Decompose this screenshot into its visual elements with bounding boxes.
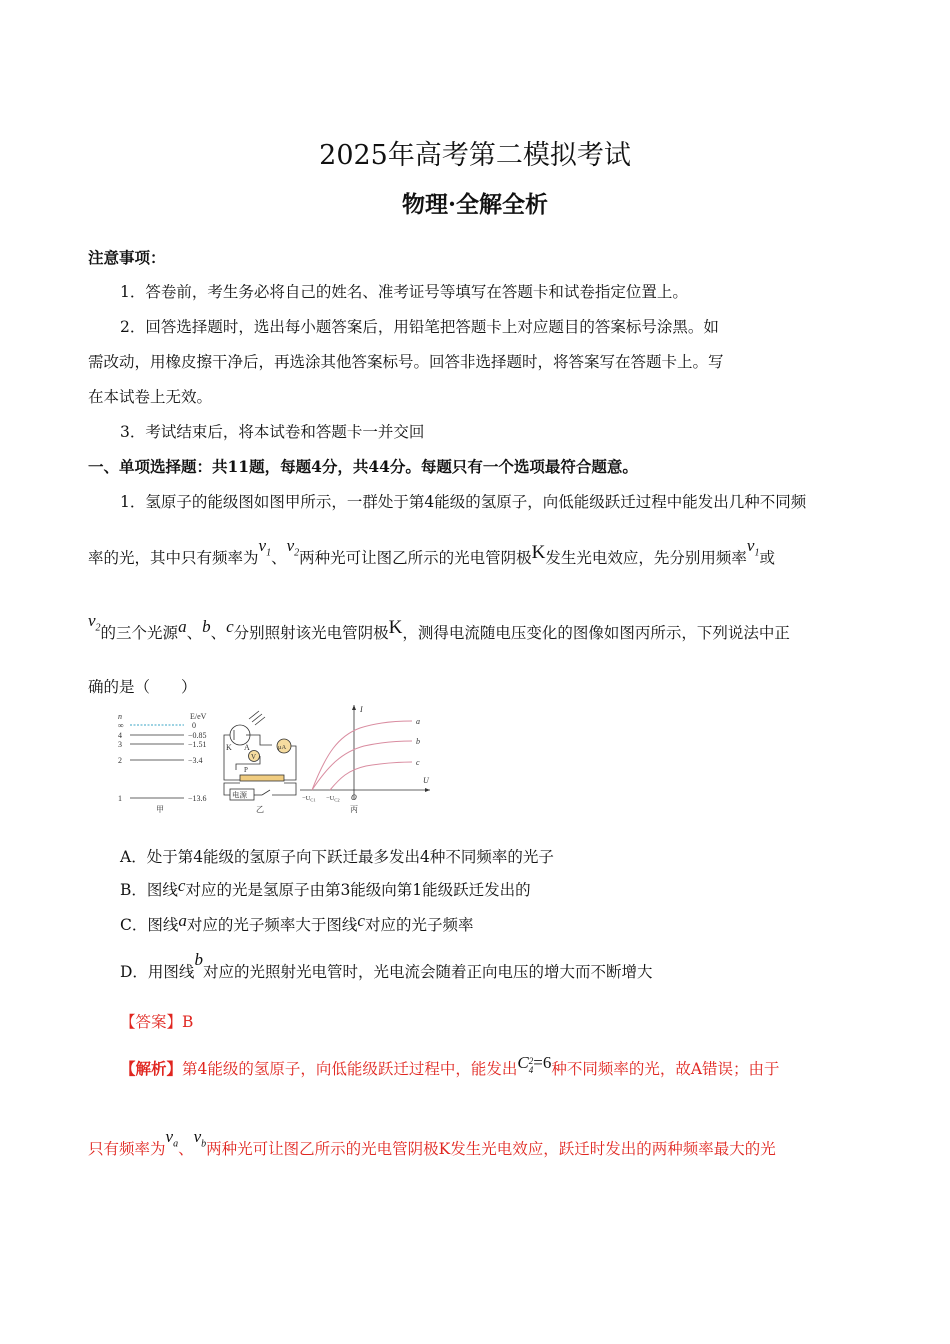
- jia-e-label: E/eV: [190, 712, 207, 721]
- level-inf-n: ∞: [118, 721, 124, 730]
- microammeter-label: μA: [278, 744, 287, 751]
- curve-c: [330, 762, 412, 790]
- notice-item-2: 2．回答选择题时，选出每小题答案后，用铅笔把答题卡上对应题目的答案标号涂黑。如: [120, 318, 719, 336]
- nu-2-alt: $v_2$: [88, 611, 101, 634]
- level-1-e: −13.6: [188, 794, 207, 803]
- voltmeter-label: V: [251, 753, 257, 761]
- curve-a-label: a: [416, 717, 420, 726]
- yi-k-label: K: [226, 743, 232, 752]
- level-2-e: −3.4: [188, 756, 203, 765]
- current-voltage-graph: [300, 705, 430, 814]
- level-3-e: −1.51: [188, 740, 207, 749]
- level-1-n: 1: [118, 794, 122, 803]
- photoelectric-circuit: [224, 711, 296, 814]
- analysis-line-2: 只有频率为$v_a$、$v_b$两种光可让图乙所示的光电管阴极K发生光电效应，跃迁时发出的两种频率最大的光: [88, 1127, 776, 1158]
- curve-b-label: b: [416, 737, 420, 746]
- uc1-label: $-U_{C1}$: [302, 795, 316, 803]
- level-3-n: 3: [118, 740, 122, 749]
- nu-1: $v_1$: [258, 536, 272, 559]
- nu-1-alt: $v_1$: [746, 536, 760, 559]
- i-label: I: [360, 705, 363, 714]
- energy-level-diagram: [118, 712, 207, 814]
- question-1-figure: [112, 700, 442, 818]
- notice-heading: 注意事项：: [88, 248, 166, 267]
- level-inf-e: 0: [192, 721, 196, 730]
- curve-a: [312, 721, 412, 790]
- yi-caption: 乙: [256, 805, 264, 814]
- notice-item-3: 3．考试结束后，将本试卷和答题卡一并交回: [120, 423, 425, 441]
- option-c: C．图线a对应的光子频率大于图线c对应的光子频率: [120, 911, 474, 934]
- power-source-label: 电源: [232, 790, 247, 800]
- combination-formula: C 2 4 =6: [517, 1053, 552, 1076]
- question-1-line-3: $v_2$的三个光源a、b、c分别照射该光电管阴极K，测得电流随电压变化的图像如图丙所示，下列说法中正: [88, 611, 790, 642]
- option-a: A．处于第4能级的氢原子向下跃迁最多发出4种不同频率的光子: [120, 848, 554, 866]
- notice-item-2-end: 在本试卷上无效。: [88, 388, 213, 406]
- section-heading: 一、单项选择题：共11题，每题4分，共44分。每题只有一个选项最符合题意。: [88, 457, 638, 476]
- nu-2: $v_2$: [286, 536, 300, 559]
- yi-a-label: A: [244, 743, 250, 752]
- option-d: D．用图线b对应的光照射光电管时，光电流会随着正向电压的增大而不断增大: [120, 950, 653, 981]
- notice-item-1: 1．答卷前，考生务必将自己的姓名、准考证号等填写在答题卡和试卷指定位置上。: [120, 283, 688, 301]
- analysis-line-1: 【解析】第4能级的氢原子，向低能级跃迁过程中，能发出C 2 4 =6种不同频率的光，故A错误；由于: [120, 1053, 780, 1078]
- jia-n-label: n: [118, 712, 122, 721]
- bing-caption: 丙: [350, 805, 358, 814]
- curve-b: [312, 741, 412, 790]
- origin-label: O: [351, 793, 357, 802]
- uc2-label: $-U_{C2}$: [326, 795, 340, 803]
- cathode-k: K: [531, 542, 546, 563]
- level-4-e: −0.85: [188, 731, 207, 740]
- answer-label: 【答案】B: [120, 1013, 194, 1031]
- question-1-line-1: 1．氢原子的能级图如图甲所示，一群处于第4能级的氢原子，向低能级跃迁过程中能发出几种不同频: [120, 493, 807, 511]
- question-1-line-2: 率的光，其中只有频率为$v_1$、$v_2$两种光可让图乙所示的光电管阴极K发生光电效应，先分别用频率$v_1$或: [88, 536, 775, 567]
- level-4-n: 4: [118, 731, 122, 740]
- level-2-n: 2: [118, 756, 122, 765]
- jia-caption: 甲: [156, 805, 164, 814]
- question-1-line-4: 确的是（ ）: [88, 678, 197, 696]
- notice-item-2-cont: 需改动，用橡皮擦干净后，再选涂其他答案标号。回答非选择题时，将答案写在答题卡上。写: [88, 353, 724, 371]
- page-subtitle: 物理·全解全析: [401, 191, 548, 218]
- rheostat: [240, 775, 284, 781]
- curve-c-label: c: [416, 758, 420, 767]
- u-label: U: [423, 776, 429, 785]
- switch: [262, 790, 270, 795]
- slider-label: P: [244, 766, 248, 774]
- option-b: B．图线c对应的光是氢原子由第3能级向第1能级跃迁发出的: [120, 876, 531, 899]
- page-title: 2025年高考第二模拟考试: [319, 140, 631, 171]
